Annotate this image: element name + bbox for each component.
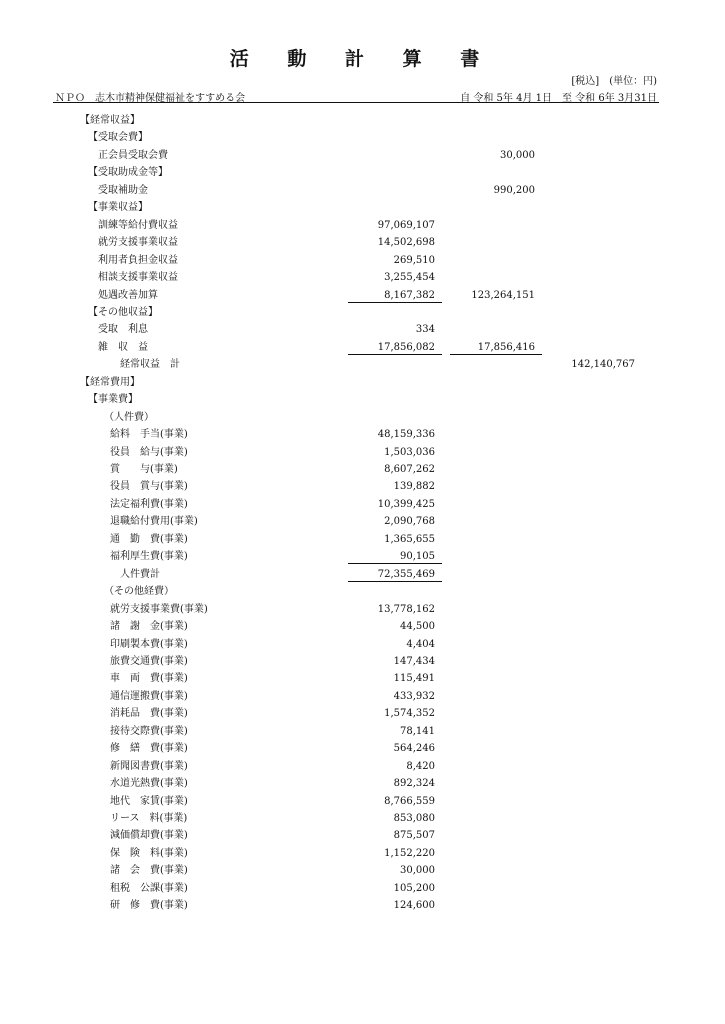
amount-c1: 875,507 (393, 830, 435, 842)
statement-row (0, 513, 725, 530)
row-label: 受取 利息 (98, 324, 148, 336)
organization-name: ＮＰＯ 志木市精神保健福祉をすすめる会 (55, 93, 246, 104)
row-label: 通信運搬費(事業) (110, 690, 188, 702)
row-label: 福利厚生費(事業) (110, 551, 188, 563)
amount-c2: 123,264,151 (471, 289, 535, 301)
row-label: 相談支援事業収益 (98, 272, 178, 284)
statement-row (0, 496, 725, 513)
statement-row (0, 845, 725, 862)
amount-c1: 1,152,220 (384, 847, 435, 859)
header-rule (53, 102, 659, 103)
row-label: 【受取会費】 (88, 132, 148, 144)
statement-row (0, 444, 725, 461)
row-label: 【その他収益】 (88, 306, 158, 318)
statement-row (0, 653, 725, 670)
statement-row (0, 374, 725, 391)
statement-row (0, 147, 725, 164)
subtotal-underline (348, 563, 442, 564)
row-label: 給料 手当(事業) (110, 429, 188, 441)
statement-row (0, 670, 725, 687)
row-label: 経常収益 計 (120, 359, 180, 371)
amount-c1: 72,355,469 (377, 568, 435, 580)
row-label: 【経常収益】 (80, 115, 140, 126)
amount-c1: 334 (415, 324, 435, 336)
fiscal-period: 自 令和 5年 4月 1日 至 令和 6年 3月31日 (460, 93, 657, 104)
row-label: 地代 家賃(事業) (110, 795, 188, 807)
subtotal-underline (348, 354, 442, 355)
document-title: 活 動 計 算 書 (229, 48, 496, 70)
amount-c1: 30,000 (400, 865, 435, 877)
statement-row (0, 618, 725, 635)
statement-row (0, 112, 725, 129)
tax-unit-note: [税込] (単位：円) (571, 76, 657, 87)
amount-c1: 8,420 (406, 760, 435, 772)
subtotal-underline (348, 581, 442, 582)
row-label: 【事業収益】 (88, 202, 148, 214)
row-label: 諸 会 費(事業) (110, 865, 188, 877)
statement-row (0, 688, 725, 705)
row-label: 修 繕 費(事業) (110, 743, 188, 755)
statement-row (0, 356, 725, 373)
row-label: 【事業費】 (88, 394, 138, 406)
statement-row (0, 531, 725, 548)
amount-c1: 1,503,036 (384, 446, 435, 458)
amount-c2: 30,000 (500, 149, 535, 161)
statement-row (0, 199, 725, 216)
row-label: 正会員受取会費 (98, 149, 168, 161)
row-label: 役員 給与(事業) (110, 446, 188, 458)
statement-row (0, 793, 725, 810)
amount-c1: 2,090,768 (384, 516, 435, 528)
statement-row (0, 339, 725, 356)
row-label: 印刷製本費(事業) (110, 638, 188, 650)
row-label: 受取補助金 (98, 184, 148, 196)
statement-row (0, 740, 725, 757)
amount-c1: 564,246 (393, 743, 435, 755)
row-label: 利用者負担金収益 (98, 254, 178, 266)
statement-row (0, 705, 725, 722)
row-label: （人件費） (104, 411, 154, 423)
statement-row (0, 897, 725, 914)
row-label: リース 料(事業) (110, 813, 188, 824)
statement-row (0, 566, 725, 583)
statement-row (0, 234, 725, 251)
statement-row (0, 304, 725, 321)
amount-c1: 17,856,082 (377, 341, 435, 353)
statement-row (0, 461, 725, 478)
row-label: 人件費計 (120, 568, 160, 580)
statement-row (0, 723, 725, 740)
statement-row (0, 880, 725, 897)
amount-c1: 433,932 (393, 690, 435, 702)
statement-row (0, 601, 725, 618)
row-label: 役員 賞与(事業) (110, 481, 188, 493)
statement-row (0, 391, 725, 408)
amount-c1: 14,502,698 (377, 237, 435, 249)
row-label: 水道光熱費(事業) (110, 778, 188, 790)
row-label: 訓練等給付費収益 (98, 219, 178, 231)
row-label: 賞 与(事業) (110, 464, 178, 475)
row-label: 消耗品 費(事業) (110, 708, 188, 720)
row-label: 就労支援事業費(事業) (110, 603, 208, 615)
row-label: 雑 収 益 (98, 341, 148, 353)
amount-c1: 853,080 (393, 813, 435, 824)
amount-c1: 1,365,655 (384, 533, 435, 545)
statement-row (0, 269, 725, 286)
row-label: 保 険 料(事業) (110, 847, 188, 859)
row-label: 処遇改善加算 (98, 289, 158, 301)
row-label: 【受取助成金等】 (88, 167, 168, 179)
amount-c1: 97,069,107 (377, 219, 435, 231)
amount-c1: 8,167,382 (384, 289, 435, 301)
amount-c1: 105,200 (393, 882, 435, 894)
amount-c1: 44,500 (400, 621, 435, 633)
amount-c1: 147,434 (393, 655, 435, 667)
statement-row (0, 583, 725, 600)
row-label: 【経常費用】 (80, 376, 140, 388)
statement-row (0, 321, 725, 338)
statement-row (0, 182, 725, 199)
row-label: 法定福利費(事業) (110, 498, 188, 510)
amount-c1: 3,255,454 (384, 272, 435, 284)
statement-row (0, 409, 725, 426)
amount-c1: 8,607,262 (384, 464, 435, 475)
statement-row (0, 252, 725, 269)
amount-c1: 90,105 (400, 551, 435, 563)
amount-c2: 990,200 (493, 184, 535, 196)
row-label: 旅費交通費(事業) (110, 655, 188, 667)
amount-c3: 142,140,767 (571, 359, 635, 371)
amount-c1: 124,600 (393, 900, 435, 912)
amount-c2: 17,856,416 (477, 341, 535, 353)
statement-row (0, 164, 725, 181)
statement-row (0, 862, 725, 879)
row-label: 退職給付費用(事業) (110, 516, 198, 528)
row-label: 車 両 費(事業) (110, 673, 188, 685)
row-label: 通 勤 費(事業) (110, 533, 188, 545)
amount-c1: 892,324 (393, 778, 435, 790)
amount-c1: 115,491 (393, 673, 435, 685)
amount-c1: 269,510 (393, 254, 435, 266)
amount-c1: 139,882 (393, 481, 435, 493)
row-label: 減価償却費(事業) (110, 830, 188, 842)
amount-c1: 1,574,352 (384, 708, 435, 720)
row-label: 諸 謝 金(事業) (110, 621, 188, 633)
statement-row (0, 426, 725, 443)
statement-row (0, 129, 725, 146)
row-label: 就労支援事業収益 (98, 237, 178, 249)
amount-c1: 48,159,336 (377, 429, 435, 441)
statement-row (0, 810, 725, 827)
amount-c1: 4,404 (406, 638, 435, 650)
row-label: 租税 公課(事業) (110, 882, 188, 894)
row-label: 接待交際費(事業) (110, 725, 188, 737)
statement-row (0, 217, 725, 234)
statement-row (0, 758, 725, 775)
row-label: 新聞図書費(事業) (110, 760, 188, 772)
statement-row (0, 775, 725, 792)
subtotal-underline (450, 354, 542, 355)
statement-row (0, 548, 725, 565)
amount-c1: 78,141 (400, 725, 435, 737)
statement-row (0, 827, 725, 844)
amount-c1: 10,399,425 (377, 498, 435, 510)
statement-row (0, 636, 725, 653)
statement-row (0, 287, 725, 304)
subtotal-underline (348, 302, 442, 303)
row-label: 研 修 費(事業) (110, 900, 188, 912)
amount-c1: 8,766,559 (384, 795, 435, 807)
row-label: （その他経費） (104, 586, 174, 598)
statement-row (0, 478, 725, 495)
amount-c1: 13,778,162 (377, 603, 435, 615)
